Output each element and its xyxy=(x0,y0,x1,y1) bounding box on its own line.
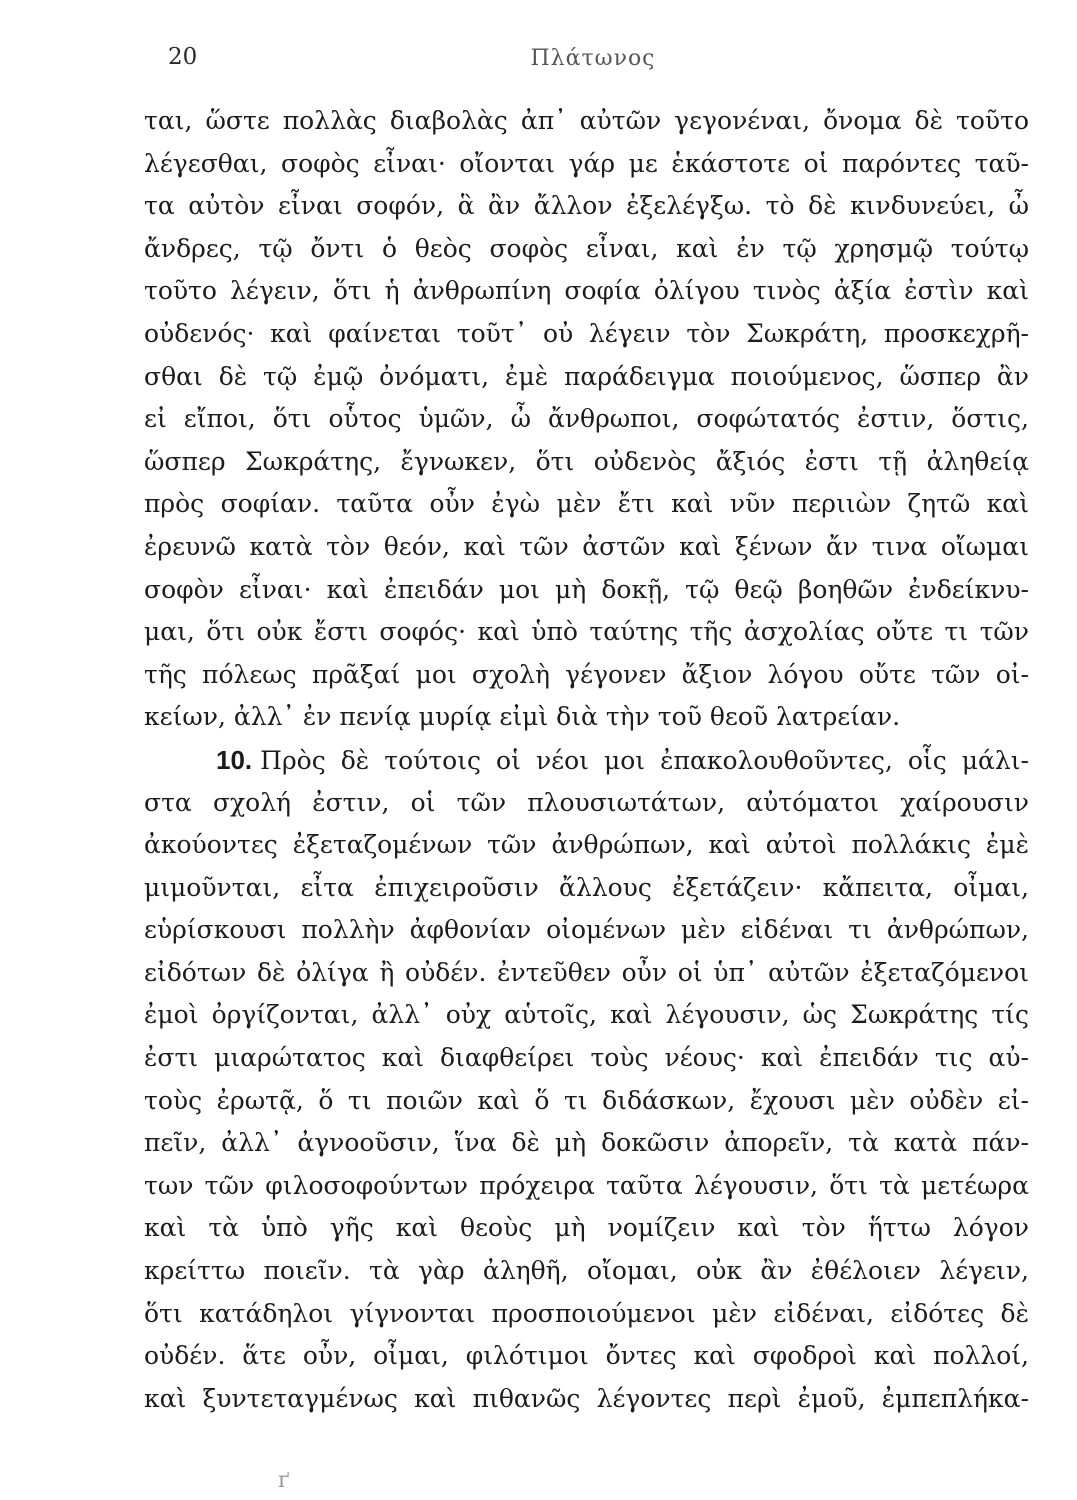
text-line: σθαι δὲ τῷ ἐμῷ ὀνόματι, ἐμὲ παράδειγμα ποιούμενος, ὥσπερ ἂν xyxy=(144,361,1029,391)
text-body xyxy=(144,100,1029,1420)
text-line: οὐδενός· καὶ φαίνεται τοῦτ᾽ οὐ λέγειν τὸν Σωκράτη, προσκεχρῆ- xyxy=(144,318,1029,348)
text-line: εἰ εἴποι, ὅτι οὗτος ὑμῶν, ὦ ἄνθρωποι, σοφώτατός ἐστιν, ὅστις, xyxy=(144,404,1029,434)
text-line: ἀκούοντες ἐξεταζομένων τῶν ἀνθρώπων, καὶ αὐτοὶ πολλάκις ἐμὲ xyxy=(144,830,1029,860)
text-line: ἄνδρες, τῷ ὄντι ὁ θεὸς σοφὸς εἶναι, καὶ ἐν τῷ χρησμῷ τούτῳ xyxy=(144,233,1029,263)
text-line: καὶ τὰ ὑπὸ γῆς καὶ θεοὺς μὴ νομίζειν καὶ τὸν ἥττω λόγον xyxy=(144,1213,1029,1243)
text-line: πεῖν, ἀλλ᾽ ἀγνοοῦσιν, ἵνα δὲ μὴ δοκῶσιν ἀπορεῖν, τὰ κατὰ πάν- xyxy=(144,1128,1029,1158)
text-line: εὑρίσκουσι πολλὴν ἀφθονίαν οἰομένων μὲν εἰδέναι τι ἀνθρώπων, xyxy=(144,915,1029,945)
text-line: ἐμοὶ ὀργίζονται, ἀλλ᾽ οὐχ αὑτοῖς, καὶ λέγουσιν, ὡς Σωκράτης τίς xyxy=(144,1000,1029,1030)
text-line: μαι, ὅτι οὐκ ἔστι σοφός· καὶ ὑπὸ ταύτης τῆς ἀσχολίας οὔτε τι τῶν xyxy=(144,617,1029,647)
text-line: κρείττω ποιεῖν. τὰ γὰρ ἀληθῆ, οἴομαι, οὐκ ἂν ἐθέλοιεν λέγειν, xyxy=(144,1256,1029,1286)
text-line: κείων, ἀλλ᾽ ἐν πενίᾳ μυρίᾳ εἰμὶ διὰ τὴν τοῦ θεοῦ λατρείαν. xyxy=(144,702,901,732)
text-line: τῆς πόλεως πρᾶξαί μοι σχολὴ γέγονεν ἄξιον λόγου οὔτε τῶν οἰ- xyxy=(144,659,1029,689)
text-line: σοφὸν εἶναι· καὶ ἐπειδάν μοι μὴ δοκῇ, τῷ θεῷ βοηθῶν ἐνδείκνυ- xyxy=(144,574,1029,604)
text-line: ἐστι μιαρώτατος καὶ διαφθείρει τοὺς νέους· καὶ ἐπειδάν τις αὐ- xyxy=(144,1043,1029,1073)
text-line: εἰδότων δὲ ὀλίγα ἢ οὐδέν. ἐντεῦθεν οὖν οἱ ὑπ᾽ αὐτῶν ἐξεταζόμενοι xyxy=(144,957,1029,987)
text-line: οὐδέν. ἅτε οὖν, οἶμαι, φιλότιμοι ὄντες καὶ σφοδροὶ καὶ πολλοί, xyxy=(144,1341,1029,1371)
section-first-line xyxy=(144,739,1029,782)
text-line: λέγεσθαι, σοφὸς εἶναι· οἴονται γάρ με ἑκάστοτε οἱ παρόντες ταῦ- xyxy=(144,148,1029,178)
text-line: καὶ ξυντεταγμένως καὶ πιθανῶς λέγοντες περὶ ἐμοῦ, ἐμπεπλήκα- xyxy=(144,1383,1029,1413)
text-line: μιμοῦνται, εἶτα ἐπιχειροῦσιν ἄλλους ἐξετάζειν· κἄπειτα, οἶμαι, xyxy=(144,872,1029,902)
running-head: Πλάτωνος xyxy=(530,46,656,71)
text-line: τα αὐτὸν εἶναι σοφόν, ἃ ἂν ἄλλον ἐξελέγξω. τὸ δὲ κινδυνεύει, ὦ xyxy=(144,191,1029,221)
page-header xyxy=(168,44,1018,80)
section-number: 10. xyxy=(216,744,253,775)
text-line: τοῦτο λέγειν, ὅτι ἡ ἀνθρωπίνη σοφία ὀλίγου τινὸς ἀξία ἐστὶν καὶ xyxy=(144,276,1029,306)
text-line: ὅτι κατάδηλοι γίγνονται προσποιούμενοι μὲν εἰδέναι, εἰδότες δὲ xyxy=(144,1298,1029,1328)
stray-mark: ґ xyxy=(278,1468,290,1493)
text-line: στα σχολή ἐστιν, οἱ τῶν πλουσιωτάτων, αὐτόματοι χαίρουσιν xyxy=(144,787,1029,817)
text-line: ἐρευνῶ κατὰ τὸν θεόν, καὶ τῶν ἀστῶν καὶ ξένων ἄν τινα οἴωμαι xyxy=(144,531,1029,561)
text-line: πρὸς σοφίαν. ταῦτα οὖν ἐγὼ μὲν ἔτι καὶ νῦν περιιὼν ζητῶ καὶ xyxy=(144,489,1029,519)
text-line: ται, ὥστε πολλὰς διαβολὰς ἀπ᾽ αὐτῶν γεγονέναι, ὄνομα δὲ τοῦτο xyxy=(144,106,1029,135)
text-line: ὥσπερ Σωκράτης, ἔγνωκεν, ὅτι οὐδενὸς ἄξιός ἐστι τῇ ἀληθείᾳ xyxy=(144,446,1029,476)
text-line: τοὺς ἐρωτᾷ, ὅ τι ποιῶν καὶ ὅ τι διδάσκων, ἔχουσι μὲν οὐδὲν εἰ- xyxy=(144,1085,1029,1115)
section-first-line-text: Πρὸς δὲ τούτοις οἱ νέοι μοι ἐπακολουθοῦντες, οἷς μάλι- xyxy=(260,745,1029,775)
page-number: 20 xyxy=(168,44,198,70)
text-line: των τῶν φιλοσοφούντων πρόχειρα ταῦτα λέγουσιν, ὅτι τὰ μετέωρα xyxy=(144,1170,1029,1200)
